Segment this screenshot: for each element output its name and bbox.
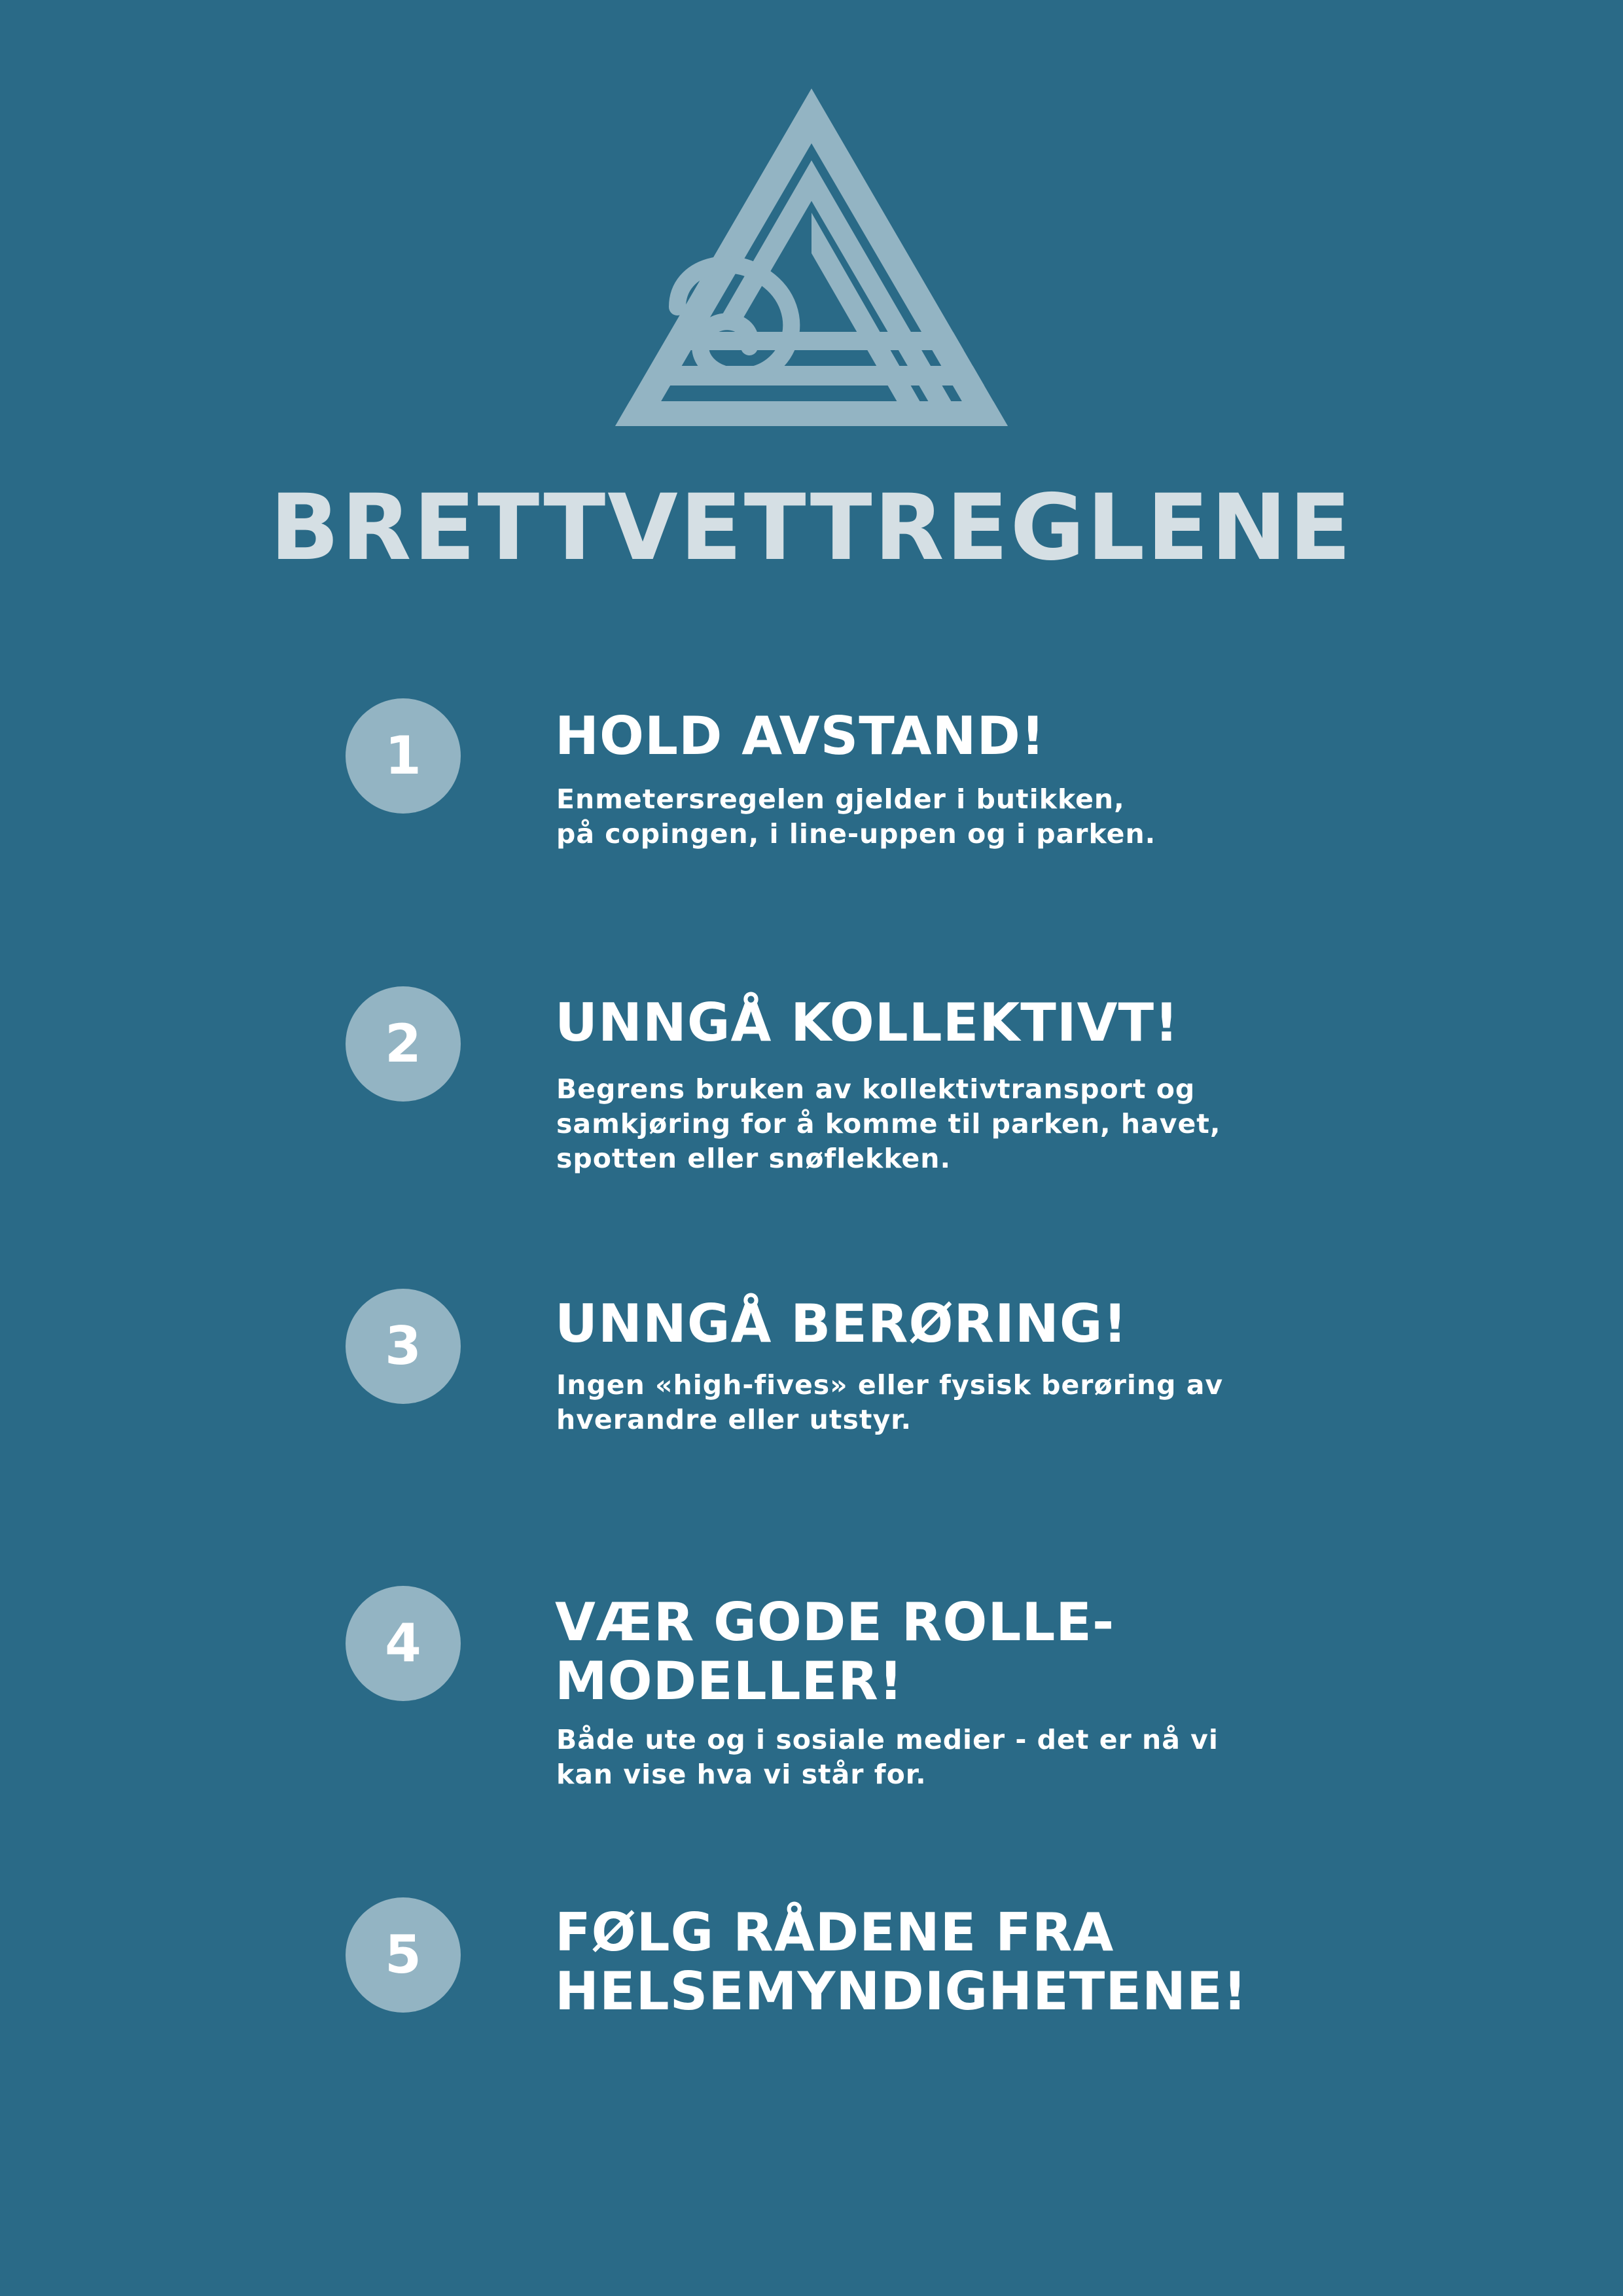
- rule-heading: [555, 707, 1045, 766]
- rule-description-line: hverandre eller utstyr.: [556, 1404, 912, 1435]
- rule-heading-line: MODELLER!: [555, 1651, 904, 1712]
- rule-description-line: Ingen «high-fives» eller fysisk berøring av: [556, 1369, 1224, 1401]
- rule-heading-line: HELSEMYNDIGHETENE!: [555, 1961, 1248, 2022]
- rule-heading-line: FØLG RÅDENE FRA: [555, 1902, 1115, 1963]
- rule-description: [556, 1723, 1219, 1792]
- rule-number-badge: [346, 1586, 461, 1701]
- rule-number-badge: [346, 986, 461, 1102]
- rule-heading: [555, 1295, 1128, 1354]
- rule-heading-line: UNNGÅ BERØRING!: [555, 1293, 1128, 1354]
- triangle-wave-logo-icon: [615, 88, 1008, 429]
- rule-description: [556, 1368, 1223, 1437]
- rule-heading: [555, 1593, 1115, 1711]
- rule-number: 4: [385, 1613, 421, 1674]
- rule-description-line: Både ute og i sosiale medier - det er nå vi: [556, 1724, 1219, 1755]
- rule-description-line: kan vise hva vi står for.: [556, 1759, 927, 1790]
- rule-number-badge: [346, 1897, 461, 2013]
- rule-heading: [555, 1903, 1247, 2021]
- rule-heading: [555, 994, 1179, 1052]
- rule-description-line: samkjøring for å komme til parken, havet,: [556, 1108, 1221, 1139]
- rule-number: 5: [385, 1924, 421, 1985]
- rule-number-badge: [346, 698, 461, 814]
- rule-heading-line: UNNGÅ KOLLEKTIVT!: [555, 992, 1179, 1053]
- page-title: BRETTVETTREGLENE: [270, 475, 1353, 581]
- rule-heading-line: HOLD AVSTAND!: [555, 706, 1046, 766]
- rule-description-line: Begrens bruken av kollektivtransport og: [556, 1073, 1196, 1105]
- rule-description-line: på copingen, i line-uppen og i parken.: [556, 818, 1156, 850]
- rule-number: 2: [385, 1013, 421, 1074]
- rule-number: 3: [385, 1316, 421, 1376]
- rule-number-badge: [346, 1289, 461, 1404]
- rule-heading-line: VÆR GODE ROLLE-: [555, 1592, 1115, 1653]
- rule-description: [556, 1072, 1221, 1176]
- rule-description-line: Enmetersregelen gjelder i butikken,: [556, 783, 1125, 815]
- rule-description-line: spotten eller snøflekken.: [556, 1143, 952, 1174]
- rule-number: 1: [385, 725, 421, 786]
- rule-description: [556, 782, 1156, 852]
